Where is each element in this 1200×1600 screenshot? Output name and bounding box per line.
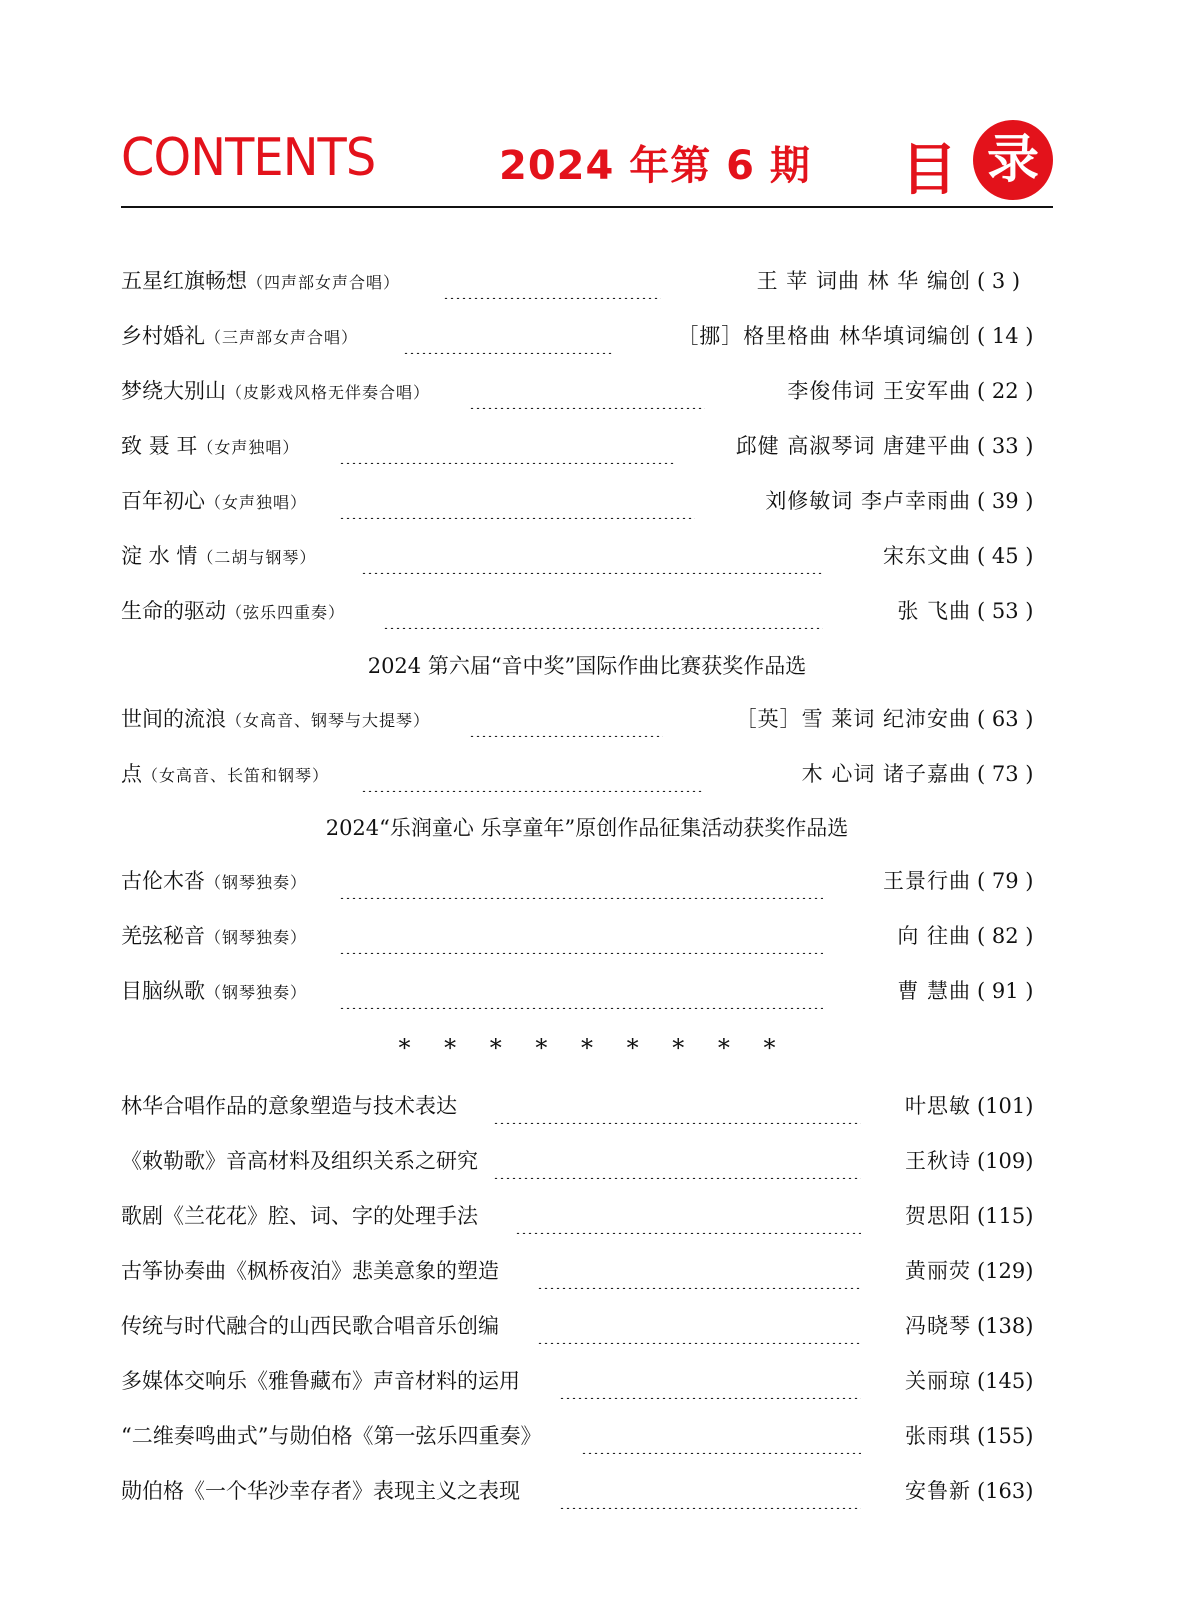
header-divider <box>121 206 1053 208</box>
entry-credit: 邱健 高淑琴词 唐建平曲 <box>735 434 971 458</box>
entry-credit: 王景行曲 <box>883 869 971 893</box>
entry-title: 目脑纵歌（钢琴独奏） <box>121 979 308 1003</box>
section-heading: 2024 第六届“音中奖”国际作曲比赛获奖作品选 <box>367 654 807 678</box>
leader-dots <box>339 973 823 1009</box>
entry-page: ( 33 ) <box>977 434 1034 458</box>
leader-dots <box>493 1088 861 1124</box>
leader-dots <box>559 1363 861 1399</box>
entry-page: ( 39 ) <box>977 489 1034 513</box>
entry-title: 歌剧《兰花花》腔、词、字的处理手法 <box>121 1204 478 1228</box>
entry-page: (155) <box>977 1424 1034 1448</box>
leader-dots <box>339 863 823 899</box>
entry-author: 张雨琪 <box>905 1424 971 1448</box>
entry-page: (138) <box>977 1314 1034 1338</box>
entry-author: 关丽琼 <box>905 1369 971 1393</box>
entry-page: ( 73 ) <box>977 762 1034 786</box>
entry-credit: 木 心词 诸子嘉曲 <box>801 762 971 786</box>
toc-entry[interactable] <box>121 1088 1053 1124</box>
toc-entry[interactable] <box>121 1363 1053 1399</box>
entry-title: 乡村婚礼（三声部女声合唱） <box>121 324 359 348</box>
leader-dots <box>559 1473 861 1509</box>
entry-page: (163) <box>977 1479 1034 1503</box>
issue-label: 2024 年第 6 期 <box>499 143 811 189</box>
entry-title: 《敕勒歌》音高材料及组织关系之研究 <box>121 1149 478 1173</box>
entry-page: (115) <box>977 1204 1034 1228</box>
leader-dots <box>515 1198 861 1234</box>
leader-dots <box>537 1253 861 1289</box>
toc-entry[interactable] <box>121 593 1053 629</box>
entry-page: ( 63 ) <box>977 707 1034 731</box>
toc-entry[interactable] <box>121 1143 1053 1179</box>
entry-page: ( 22 ) <box>977 379 1034 403</box>
leader-dots <box>469 373 705 409</box>
toc-entry[interactable] <box>121 918 1053 954</box>
entry-page: ( 79 ) <box>977 869 1034 893</box>
leader-dots <box>581 1418 861 1454</box>
entry-page: ( 45 ) <box>977 544 1034 568</box>
toc-entry[interactable] <box>121 428 1053 464</box>
entry-credit: 张 飞曲 <box>897 599 971 623</box>
toc-entry[interactable] <box>121 1253 1053 1289</box>
entry-page: ( 3 ) <box>977 269 1021 293</box>
entry-title: 传统与时代融合的山西民歌合唱音乐创编 <box>121 1314 499 1338</box>
toc-entry[interactable] <box>121 263 1053 299</box>
leader-dots <box>339 918 823 954</box>
toc-entry[interactable] <box>121 1473 1053 1509</box>
toc-entry[interactable] <box>121 373 1053 409</box>
entry-page: (145) <box>977 1369 1034 1393</box>
leader-dots <box>537 1308 861 1344</box>
leader-dots <box>383 593 823 629</box>
entry-page: (101) <box>977 1094 1034 1118</box>
entry-author: 叶思敏 <box>905 1094 971 1118</box>
section-heading: 2024“乐润童心 乐享童年”原创作品征集活动获奖作品选 <box>325 816 849 840</box>
leader-dots <box>403 318 613 354</box>
toc-entry[interactable] <box>121 538 1053 574</box>
toc-entry[interactable] <box>121 1198 1053 1234</box>
entry-title: 点（女高音、长笛和钢琴） <box>121 762 330 786</box>
entry-title: 羌弦秘音（钢琴独奏） <box>121 924 308 948</box>
entry-page: (129) <box>977 1259 1034 1283</box>
entry-title: 世间的流浪（女高音、钢琴与大提琴） <box>121 707 431 731</box>
mulu-char-mu: 目 <box>901 138 957 203</box>
entry-credit: 李俊伟词 王安军曲 <box>787 379 971 403</box>
leader-dots <box>361 538 823 574</box>
entry-title: 生命的驱动（弦乐四重奏） <box>121 599 346 623</box>
toc-entry[interactable] <box>121 701 1053 737</box>
entry-title: 淀 水 情（二胡与钢琴） <box>121 544 317 568</box>
toc-entry[interactable] <box>121 1418 1053 1454</box>
leader-dots <box>443 263 661 299</box>
entry-title: 古筝协奏曲《枫桥夜泊》悲美意象的塑造 <box>121 1259 499 1283</box>
entry-credit: ［英］雪 莱词 纪沛安曲 <box>735 707 971 731</box>
toc-entry[interactable] <box>121 1308 1053 1344</box>
entry-title: 多媒体交响乐《雅鲁藏布》声音材料的运用 <box>121 1369 520 1393</box>
page-header <box>121 120 1053 210</box>
entry-page: ( 82 ) <box>977 924 1034 948</box>
toc-entry[interactable] <box>121 973 1053 1009</box>
entry-credit: ［挪］格里格曲 林华填词编创 <box>677 324 971 348</box>
leader-dots <box>361 756 703 792</box>
entry-page: ( 91 ) <box>977 979 1034 1003</box>
entry-credit: 宋东文曲 <box>883 544 971 568</box>
entry-author: 贺思阳 <box>905 1204 971 1228</box>
entry-author: 王秋诗 <box>905 1149 971 1173</box>
entry-credit: 向 往曲 <box>897 924 971 948</box>
mulu-char-lu-badge: 录 <box>973 120 1053 200</box>
entry-page: ( 53 ) <box>977 599 1034 623</box>
toc-entry[interactable] <box>121 483 1053 519</box>
entry-author: 安鲁新 <box>905 1479 971 1503</box>
entry-title: “二维奏鸣曲式”与勋伯格《第一弦乐四重奏》 <box>121 1424 542 1448</box>
entry-author: 冯晓琴 <box>905 1314 971 1338</box>
contents-heading: CONTENTS <box>121 128 376 188</box>
entry-title: 勋伯格《一个华沙幸存者》表现主义之表现 <box>121 1479 520 1503</box>
toc-entry[interactable] <box>121 318 1053 354</box>
entry-title: 林华合唱作品的意象塑造与技术表达 <box>121 1094 457 1118</box>
entry-credit: 刘修敏词 李卢幸雨曲 <box>765 489 971 513</box>
toc-entry[interactable] <box>121 863 1053 899</box>
entry-title: 梦绕大别山（皮影戏风格无伴奏合唱） <box>121 379 431 403</box>
entry-title: 古伦木沓（钢琴独奏） <box>121 869 308 893</box>
entry-title: 致 聂 耳（女声独唱） <box>121 434 300 458</box>
leader-dots <box>493 1143 861 1179</box>
leader-dots <box>339 483 695 519</box>
toc-entry[interactable] <box>121 756 1053 792</box>
entry-title: 百年初心（女声独唱） <box>121 489 308 513</box>
entry-title: 五星红旗畅想（四声部女声合唱） <box>121 269 401 293</box>
entry-credit: 曹 慧曲 <box>897 979 971 1003</box>
entry-credit: 王 苹 词曲 林 华 编创 <box>756 269 971 293</box>
star-separator: * * * * * * * * * <box>398 1034 776 1062</box>
leader-dots <box>469 701 663 737</box>
leader-dots <box>339 428 675 464</box>
entry-page: (109) <box>977 1149 1034 1173</box>
entry-author: 黄丽荧 <box>905 1259 971 1283</box>
entry-page: ( 14 ) <box>977 324 1034 348</box>
